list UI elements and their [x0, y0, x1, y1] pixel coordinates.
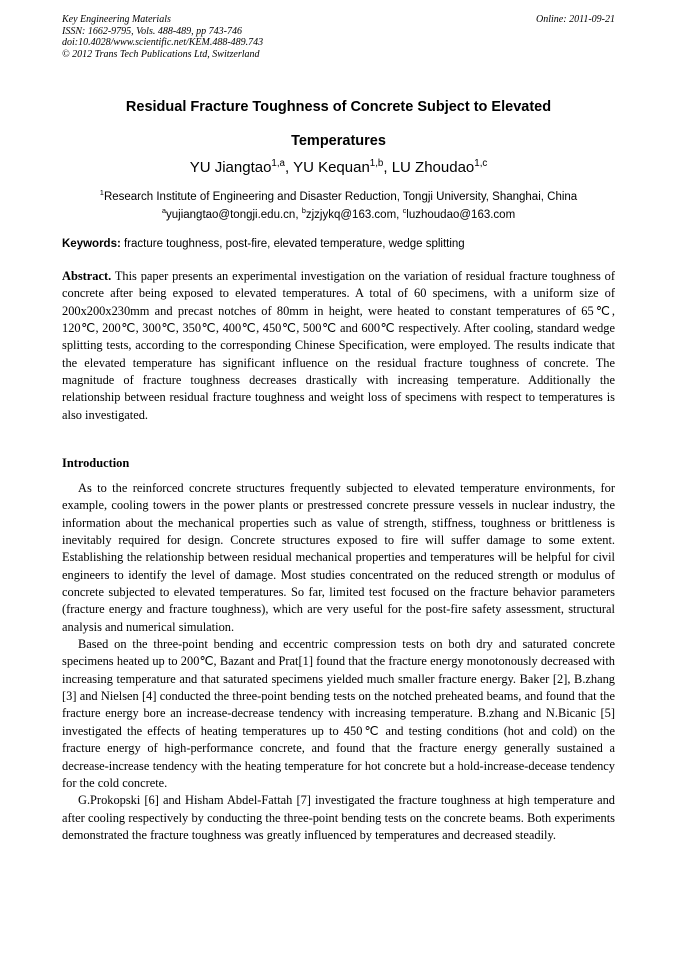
doi-line: doi:10.4028/www.scientific.net/KEM.488-489.743 [62, 37, 264, 48]
author: YU Jiangtao$^{1,a}$, [189, 158, 294, 176]
paragraph: Based on the three-point bending and eccentric compression tests on both dry and saturated concrete specimens heated up to 200℃, Bazant and Prat[1] found that the fracture energy monotonously decreased with increasing temperature and that saturated specimens yielded much smaller fracture energy. Baker [2], B.zhang [3] and Nielsen [4] conducted the three-point bending tests on the notched preheated beams, and found that the fracture energy bore an increase-decrease tendency with increasing temperature. B.zhang and N.Bicanic [5] investigated the effects of heating temperatures up to 450℃ and testing conditions (hot and cold) on the fracture energy of high-performance concrete, and found that the fracture energy generally sustained a decrease-increase tendency with the heating temperature for hot concrete but a hold-increase-decease tendency for the cold concrete. [62, 637, 615, 790]
section-heading-introduction: Introduction [62, 456, 130, 470]
abstract-text: This paper presents an experimental investigation on the variation of residual fracture toughness of concrete after being exposed to elevated temperatures. A total of 60 specimens, with a uniform size of 200x200x230mm and precast notches of 80mm in height, were heated to constant temperatures of 65℃, 120℃, 200℃, 300℃, 350℃, 400℃, 450℃, 500℃ and 600℃ respectively. After cooling, standard wedge splitting tests, according to the corresponding Chinese Specification, were employed. The results indicate that the elevated temperature has significant influence on the residual fracture toughness of concrete. The magnitude of fracture toughness decreases drastically with increasing temperature. Additionally the relationship between residual fracture toughness and weight loss of specimens with respect to temperatures is also investigated. [62, 269, 615, 422]
paper-title [62, 90, 615, 158]
keywords [62, 237, 615, 252]
online-date: Online: 2011-09-21 [536, 14, 615, 25]
email-link[interactable]: yujiangtao@tongji.edu.cn [166, 209, 296, 221]
title-line-2: Temperatures [291, 133, 386, 149]
paragraph: As to the reinforced concrete structures frequently subjected to elevated temperature environments, for example, cooling towers in the power plants or prestressed concrete pressure vessels in nuclear industry, the information about the mechanical properties such as value of strength, stiffness, toughness or brittleness is inevitably required for design. Concrete structures exposed to fire will suffer damage to some extent. Establishing the relationship between residual mechanical properties and temperatures will be helpful for civil engineers to identify the level of damage. Most studies concentrated on the reduced strength or modulus of concrete subjected to elevated temperatures. So far, limited test focused on the fracture behavior parameters (fracture energy and fracture toughness), which are very useful for the post-fire safety assessment, structural analysis and numerical simulation. [62, 481, 615, 634]
journal-header [62, 14, 615, 60]
email-list: $^a$yujiangtao@tongji.edu.cn, $^b$zjzjykq@163.com, $^c$luzhoudao@163.com [161, 206, 516, 221]
abstract [62, 268, 615, 424]
author: LU Zhoudao$^{1,c}$ [391, 158, 488, 176]
affiliation: $^1$Research Institute of Engineering and Disaster Reduction, Tongji University, Shanghai, China [99, 188, 578, 203]
affiliation-block [62, 188, 615, 224]
email-link[interactable]: zjzjykq@163.com [305, 209, 397, 221]
journal-name: Key Engineering Materials [62, 14, 171, 25]
abstract-label: Abstract. [62, 269, 112, 283]
author: YU Kequan$^{1,b}$, [293, 158, 392, 176]
paragraph: G.Prokopski [6] and Hisham Abdel-Fattah [7] investigated the fracture toughness at high temperature and after cooling respectively by conducting the three-point bending tests on the concrete beams. Both experiments demonstrated the fracture toughness was greatly influenced by temperatures and decreased steadily. [62, 793, 615, 842]
author-list [62, 158, 615, 178]
keywords-text: fracture toughness, post-fire, elevated temperature, wedge splitting [120, 238, 465, 250]
issn-line: ISSN: 1662-9795, Vols. 488-489, pp 743-746 [62, 25, 242, 37]
email-link[interactable]: luzhoudao@163.com [406, 209, 516, 221]
title-line-1: Residual Fracture Toughness of Concrete Subject to Elevated [125, 99, 552, 115]
keywords-label: Keywords: [62, 238, 121, 250]
copyright-line: © 2012 Trans Tech Publications Ltd, Switzerland [62, 48, 260, 60]
introduction-body [62, 480, 615, 844]
